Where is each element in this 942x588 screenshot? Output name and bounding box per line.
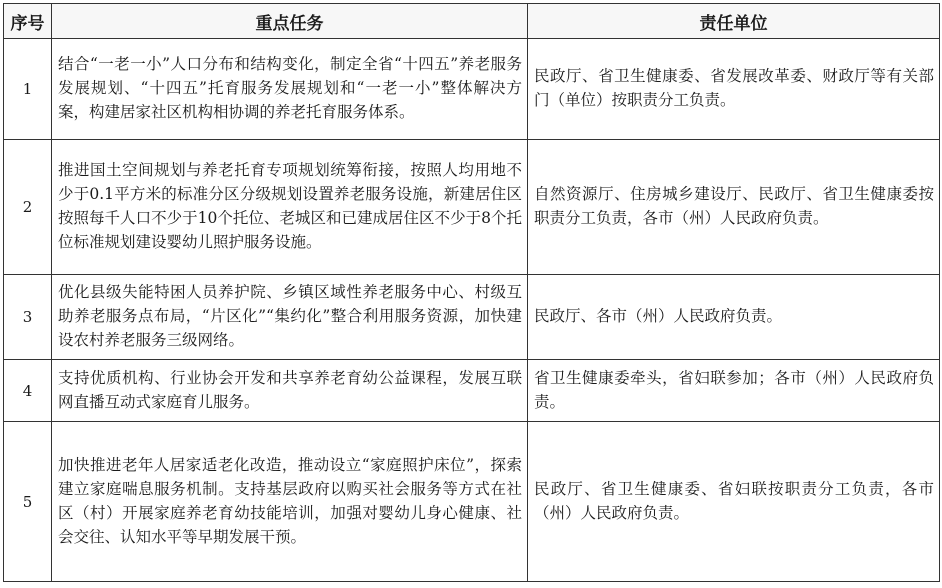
header-task: 重点任务 (52, 4, 528, 39)
row-unit: 省卫生健康委牵头，省妇联参加；各市（州）人民政府负责。 (528, 360, 940, 422)
table-row (4, 275, 940, 360)
row-unit: 民政厅、省卫生健康委、省妇联按职责分工负责，各市（州）人民政府负责。 (528, 422, 940, 582)
header-row (4, 4, 940, 39)
row-unit: 民政厅、省卫生健康委、省发展改革委、财政厅等有关部门（单位）按职责分工负责。 (528, 39, 940, 140)
header-seq: 序号 (4, 4, 52, 39)
row-unit: 自然资源厅、住房城乡建设厅、民政厅、省卫生健康委按职责分工负责，各市（州）人民政府负责。 (528, 140, 940, 275)
table-row (4, 39, 940, 140)
row-task: 优化县级失能特困人员养护院、乡镇区域性养老服务中心、村级互助养老服务点布局，“片区化”“集约化”整合利用服务资源，加快建设农村养老服务三级网络。 (52, 275, 528, 360)
table-row (4, 422, 940, 582)
row-seq: 2 (4, 140, 52, 275)
header-unit: 责任单位 (528, 4, 940, 39)
table-row (4, 140, 940, 275)
row-seq: 4 (4, 360, 52, 422)
row-unit: 民政厅、各市（州）人民政府负责。 (528, 275, 940, 360)
row-seq: 5 (4, 422, 52, 582)
row-task: 推进国土空间规划与养老托育专项规划统筹衔接，按照人均用地不少于0.1平方米的标准分区分级规划设置养老服务设施，新建居住区按照每千人口不少于10个托位、老城区和已建成居住区不少于8个托位标准规划建设婴幼儿照护服务设施。 (52, 140, 528, 275)
row-task: 加快推进老年人居家适老化改造，推动设立“家庭照护床位”，探索建立家庭喘息服务机制。支持基层政府以购买社会服务等方式在社区（村）开展家庭养老育幼技能培训，加强对婴幼儿身心健康、社会交往、认知水平等早期发展干预。 (52, 422, 528, 582)
table-row (4, 360, 940, 422)
row-seq: 3 (4, 275, 52, 360)
row-task: 支持优质机构、行业协会开发和共享养老育幼公益课程，发展互联网直播互动式家庭育儿服务。 (52, 360, 528, 422)
row-task: 结合“一老一小”人口分布和结构变化，制定全省“十四五”养老服务发展规划、“十四五”托育服务发展规划和“一老一小”整体解决方案，构建居家社区机构相协调的养老托育服务体系。 (52, 39, 528, 140)
row-seq: 1 (4, 39, 52, 140)
task-table (3, 3, 940, 582)
